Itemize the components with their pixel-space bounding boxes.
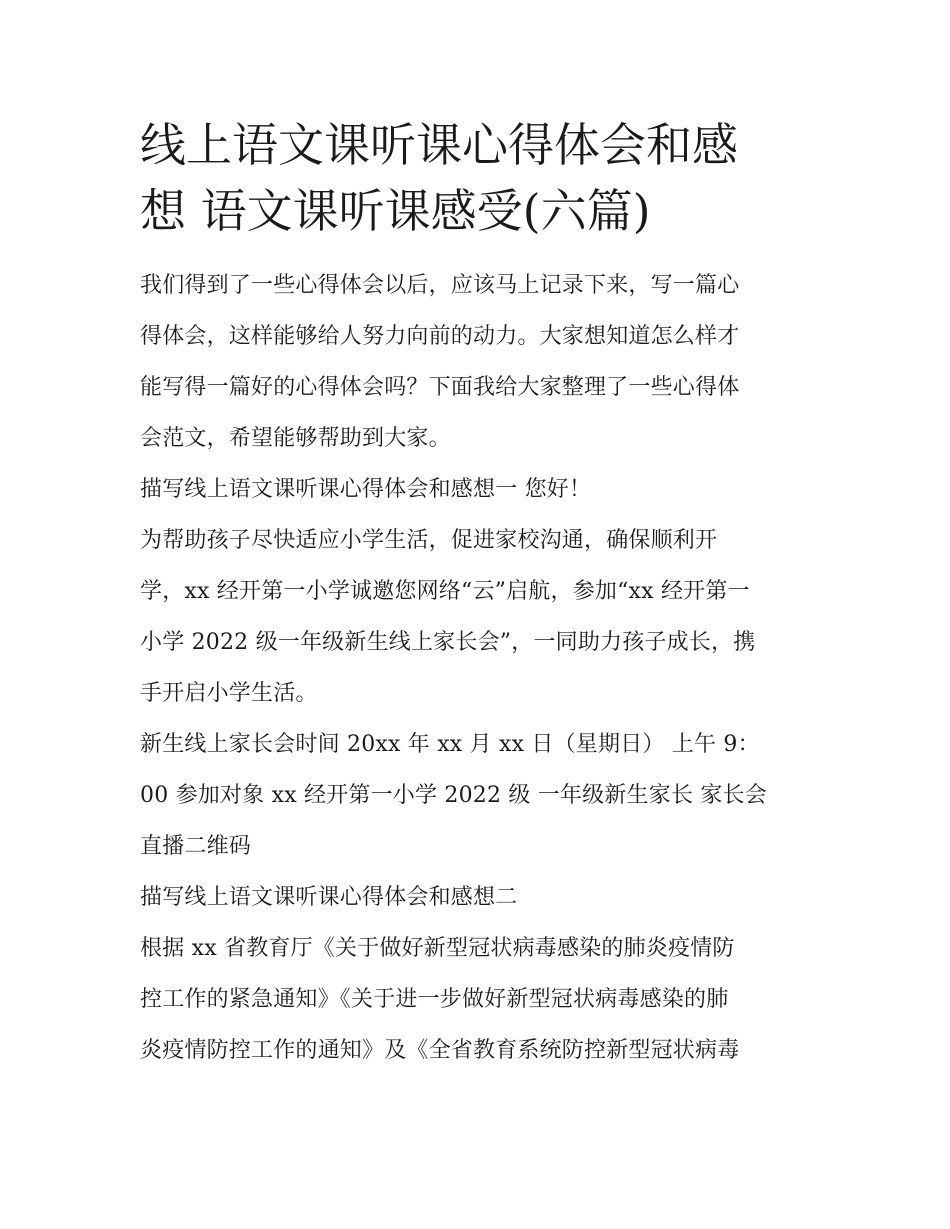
text-line: 小学 2022 级一年级新生线上家长会”，一同助力孩子成长，携	[140, 630, 756, 655]
text-line: 新生线上家长会时间 20xx 年 xx 月 xx 日（星期日） 上午 9：	[140, 732, 760, 757]
text-line: 手开启小学生活。	[140, 681, 318, 706]
text-line: 直播二维码	[140, 834, 252, 859]
title-line: 想 语文课听课感受(六篇)	[140, 184, 651, 238]
body-paragraph	[140, 515, 812, 719]
text-line: 描写线上语文课听课心得体会和感想一 您好！	[140, 477, 592, 502]
text-line: 控工作的紧急通知》《关于进一步做好新型冠状病毒感染的肺	[140, 987, 729, 1012]
text-line: 能写得一篇好的心得体会吗？下面我给大家整理了一些心得体	[140, 375, 740, 400]
text-line: 00 参加对象 xx 经开第一小学 2022 级 一年级新生家长 家长会	[140, 783, 767, 808]
intro-paragraph	[140, 260, 812, 464]
body-paragraph	[140, 923, 812, 1076]
document-content	[140, 112, 812, 1076]
section-heading-one	[140, 464, 812, 515]
text-line: 为帮助孩子尽快适应小学生活，促进家校沟通，确保顺利开	[140, 528, 718, 553]
text-line: 得体会，这样能够给人努力向前的动力。大家想知道怎么样才	[140, 324, 740, 349]
text-line: 炎疫情防控工作的通知》及《全省教育系统防控新型冠状病毒	[140, 1038, 740, 1063]
text-line: 描写线上语文课听课心得体会和感想二	[140, 885, 518, 910]
meeting-info-paragraph	[140, 719, 812, 872]
text-line: 根据 xx 省教育厅《关于做好新型冠状病毒感染的肺炎疫情防	[140, 936, 735, 961]
text-line: 会范文，希望能够帮助到大家。	[140, 426, 451, 451]
text-line: 学，xx 经开第一小学诚邀您网络“云”启航，参加“xx 经开第一	[140, 579, 750, 604]
text-line: 我们得到了一些心得体会以后，应该马上记录下来，写一篇心	[140, 273, 740, 298]
document-title	[140, 112, 812, 244]
title-line: 线上语文课听课心得体会和感	[140, 118, 738, 172]
section-heading-two	[140, 872, 812, 923]
